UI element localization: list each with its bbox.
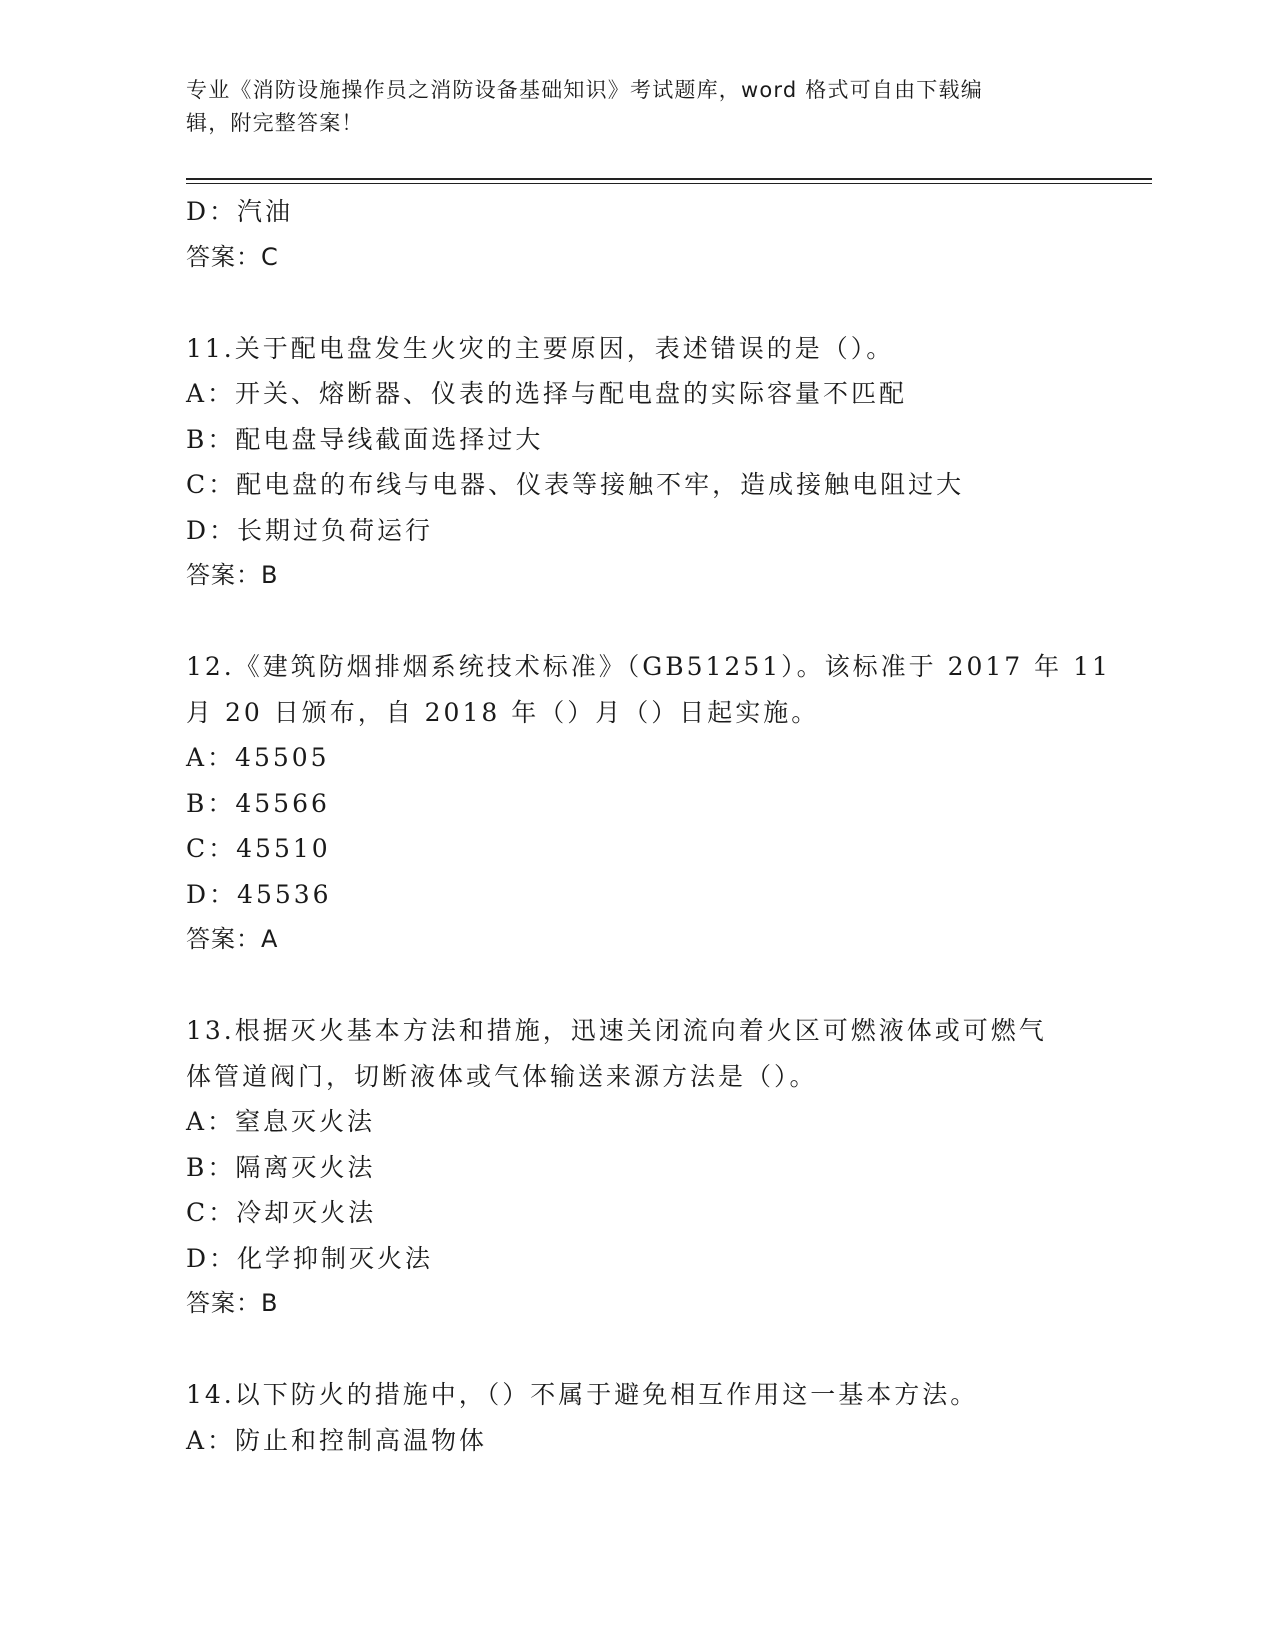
answer-line: 答案：B — [186, 1289, 279, 1317]
question-stem-continued: 体管道阀门，切断液体或气体输送来源方法是（）。 — [186, 1061, 818, 1091]
question-11 — [186, 326, 1106, 599]
question-list — [186, 189, 1111, 1463]
header-divider-thick — [186, 178, 1152, 180]
question-12 — [186, 644, 1111, 963]
option-a: A：防止和控制高温物体 — [186, 1425, 488, 1455]
question-stem: 13.根据灭火基本方法和措施，迅速关闭流向着火区可燃液体或可燃气 — [186, 1016, 1047, 1045]
option-d: D：长期过负荷运行 — [186, 515, 434, 545]
option-b: B：配电盘导线截面选择过大 — [186, 424, 544, 454]
header-line-2: 辑，附完整答案！ — [186, 111, 364, 135]
previous-question-tail — [186, 189, 1106, 280]
spacer — [186, 963, 1106, 1009]
option-c: C：配电盘的布线与电器、仪表等接触不牢，造成接触电阻过大 — [186, 470, 965, 499]
document-header — [186, 74, 1086, 140]
question-stem: 14.以下防火的措施中，（）不属于避免相互作用这一基本方法。 — [186, 1380, 979, 1409]
option-d: D：化学抑制灭火法 — [186, 1243, 434, 1273]
option-d: D：汽油 — [186, 197, 294, 226]
option-b: B：隔离灭火法 — [186, 1152, 376, 1182]
spacer — [186, 599, 1106, 645]
question-13 — [186, 1008, 1106, 1327]
header-divider-thin — [186, 183, 1152, 184]
option-a: A：窒息灭火法 — [186, 1107, 376, 1136]
question-stem-continued: 月 20 日颁布，自 2018 年（）月（）日起实施。 — [186, 697, 820, 727]
spacer — [186, 1327, 1106, 1373]
answer-line: 答案：C — [186, 242, 279, 271]
question-stem: 11.关于配电盘发生火灾的主要原因，表述错误的是（）。 — [186, 333, 895, 363]
question-stem: 12.《建筑防烟排烟系统技术标准》（GB51251）。该标准于 2017 年 11 — [186, 652, 1111, 681]
option-c: C：45510 — [186, 834, 331, 863]
answer-line: 答案：B — [186, 561, 279, 589]
answer-line: 答案：A — [186, 925, 279, 953]
header-line-1: 专业《消防设施操作员之消防设备基础知识》考试题库，word 格式可自由下载编 — [186, 78, 983, 102]
option-b: B：45566 — [186, 788, 330, 818]
question-14 — [186, 1372, 1106, 1463]
spacer — [186, 280, 1106, 326]
option-a: A：45505 — [186, 743, 330, 772]
option-a: A：开关、熔断器、仪表的选择与配电盘的实际容量不匹配 — [186, 379, 908, 408]
option-c: C：冷却灭火法 — [186, 1198, 377, 1227]
option-d: D：45536 — [186, 879, 332, 909]
